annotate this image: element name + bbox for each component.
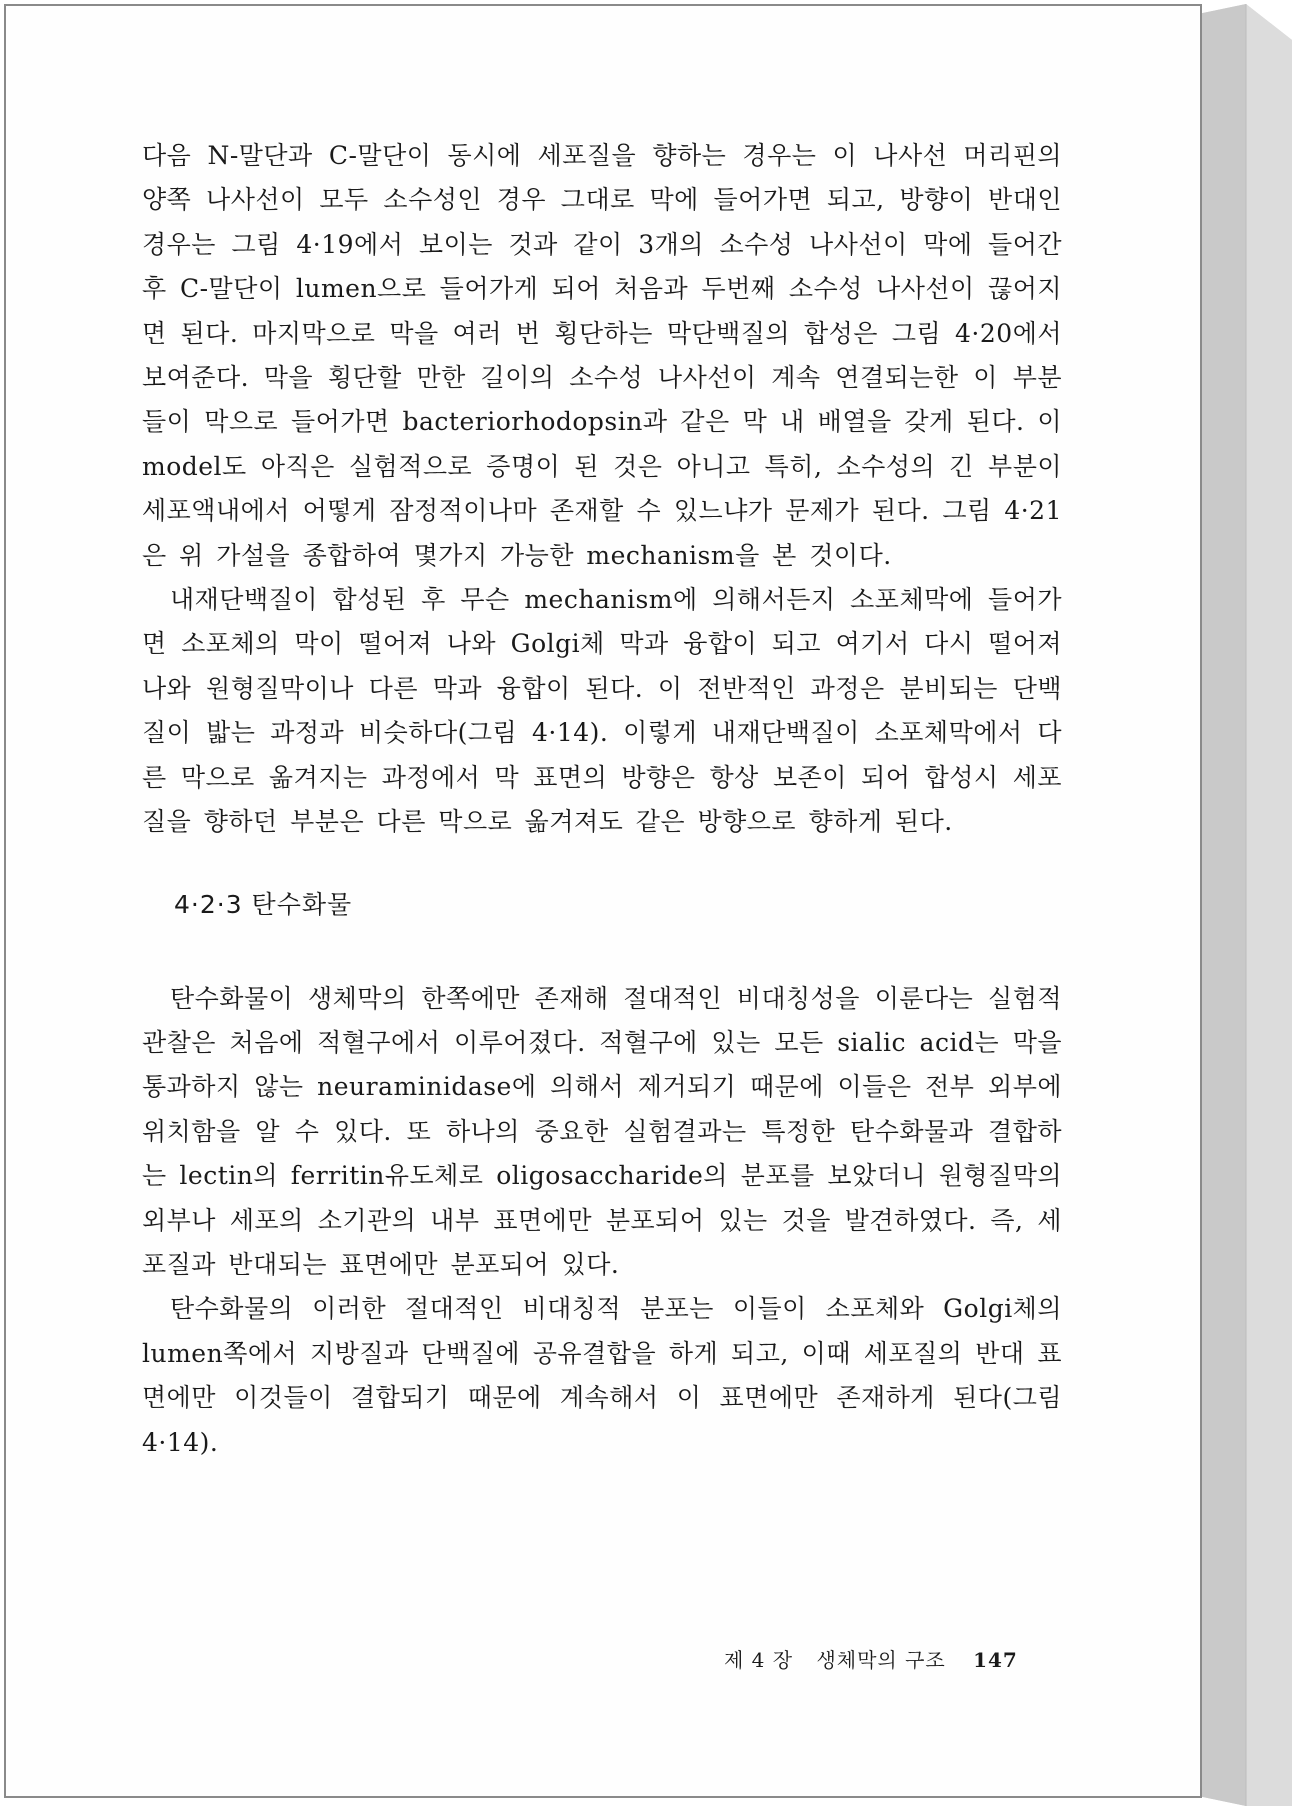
paragraph-2: 내재단백질이 합성된 후 무슨 mechanism에 의해서든지 소포체막에 들어가면 소포체의 막이 떨어져 나와 Golgi체 막과 융합이 되고 여기서 다시 떨어져 나와 원형질막이나 다른 막과 융합이 된다. 이 전반적인 과정은 분비되는 단백질이 밟는 과정과 비슷하다(그림 4·14). 이렇게 내재단백질이 소포체막에서 다른 막으로 옮겨지는 과정에서 막 표면의 방향은 항상 보존이 되어 합성시 세포질을 향하던 부분은 다른 막으로 옮겨져도 같은 방향으로 향하게 된다. (142, 585, 1062, 837)
paragraph-4: 탄수화물의 이러한 절대적인 비대칭적 분포는 이들이 소포체와 Golgi체의 lumen쪽에서 지방질과 단백질에 공유결합을 하게 되고, 이때 세포질의 반대 표면에만 이것들이 결합되기 때문에 계속해서 이 표면에만 존재하게 된다(그림 4·14). (142, 1294, 1062, 1457)
page-number: 147 (973, 1648, 1018, 1672)
paragraph-1: 다음 N-말단과 C-말단이 동시에 세포질을 향하는 경우는 이 나사선 머리핀의 양쪽 나사선이 모두 소수성인 경우 그대로 막에 들어가면 되고, 방향이 반대인 경우는 그림 4·19에서 보이는 것과 같이 3개의 소수성 나사선이 막에 들어간 후 C-말단이 lumen으로 들어가게 되어 처음과 두번째 소수성 나사선이 끊어지면 된다. 마지막으로 막을 여러 번 횡단하는 막단백질의 합성은 그림 4·20에서 보여준다. 막을 횡단할 만한 길이의 소수성 나사선이 계속 연결되는한 이 부분들이 막으로 들어가면 bacteriorhodopsin과 같은 막 내 배열을 갖게 된다. 이 model도 아직은 실험적으로 증명이 된 것은 아니고 특히, 소수성의 긴 부분이 세포액내에서 어떻게 잠정적이나마 존재할 수 있느냐가 문제가 된다. 그림 4·21은 위 가설을 종합하여 몇가지 가능한 mechanism을 본 것이다. (142, 141, 1062, 570)
section-heading: 4·2·3 탄수화물 (174, 889, 353, 919)
book-edge (1198, 0, 1292, 1806)
book-page (4, 4, 1202, 1798)
footer-chapter-title: 생체막의 구조 (816, 1648, 946, 1672)
paragraph-3: 탄수화물이 생체막의 한쪽에만 존재해 절대적인 비대칭성을 이룬다는 실험적 관찰은 처음에 적혈구에서 이루어졌다. 적혈구에 있는 모든 sialic acid는 막을 통과하지 않는 neuraminidase에 의해서 제거되기 때문에 이들은 전부 외부에 위치함을 알 수 있다. 또 하나의 중요한 실험결과는 특정한 탄수화물과 결합하는 lectin의 ferritin유도체로 oligosaccharide의 분포를 보았더니 원형질막의 외부나 세포의 소기관의 내부 표면에만 분포되어 있는 것을 발견하였다. 즉, 세포질과 반대되는 표면에만 분포되어 있다. (142, 983, 1062, 1279)
book-edge-shape (1198, 0, 1292, 1806)
page-body (142, 134, 1062, 1465)
footer-chapter: 제 4 장 (724, 1648, 794, 1672)
page-footer (724, 1644, 1018, 1673)
